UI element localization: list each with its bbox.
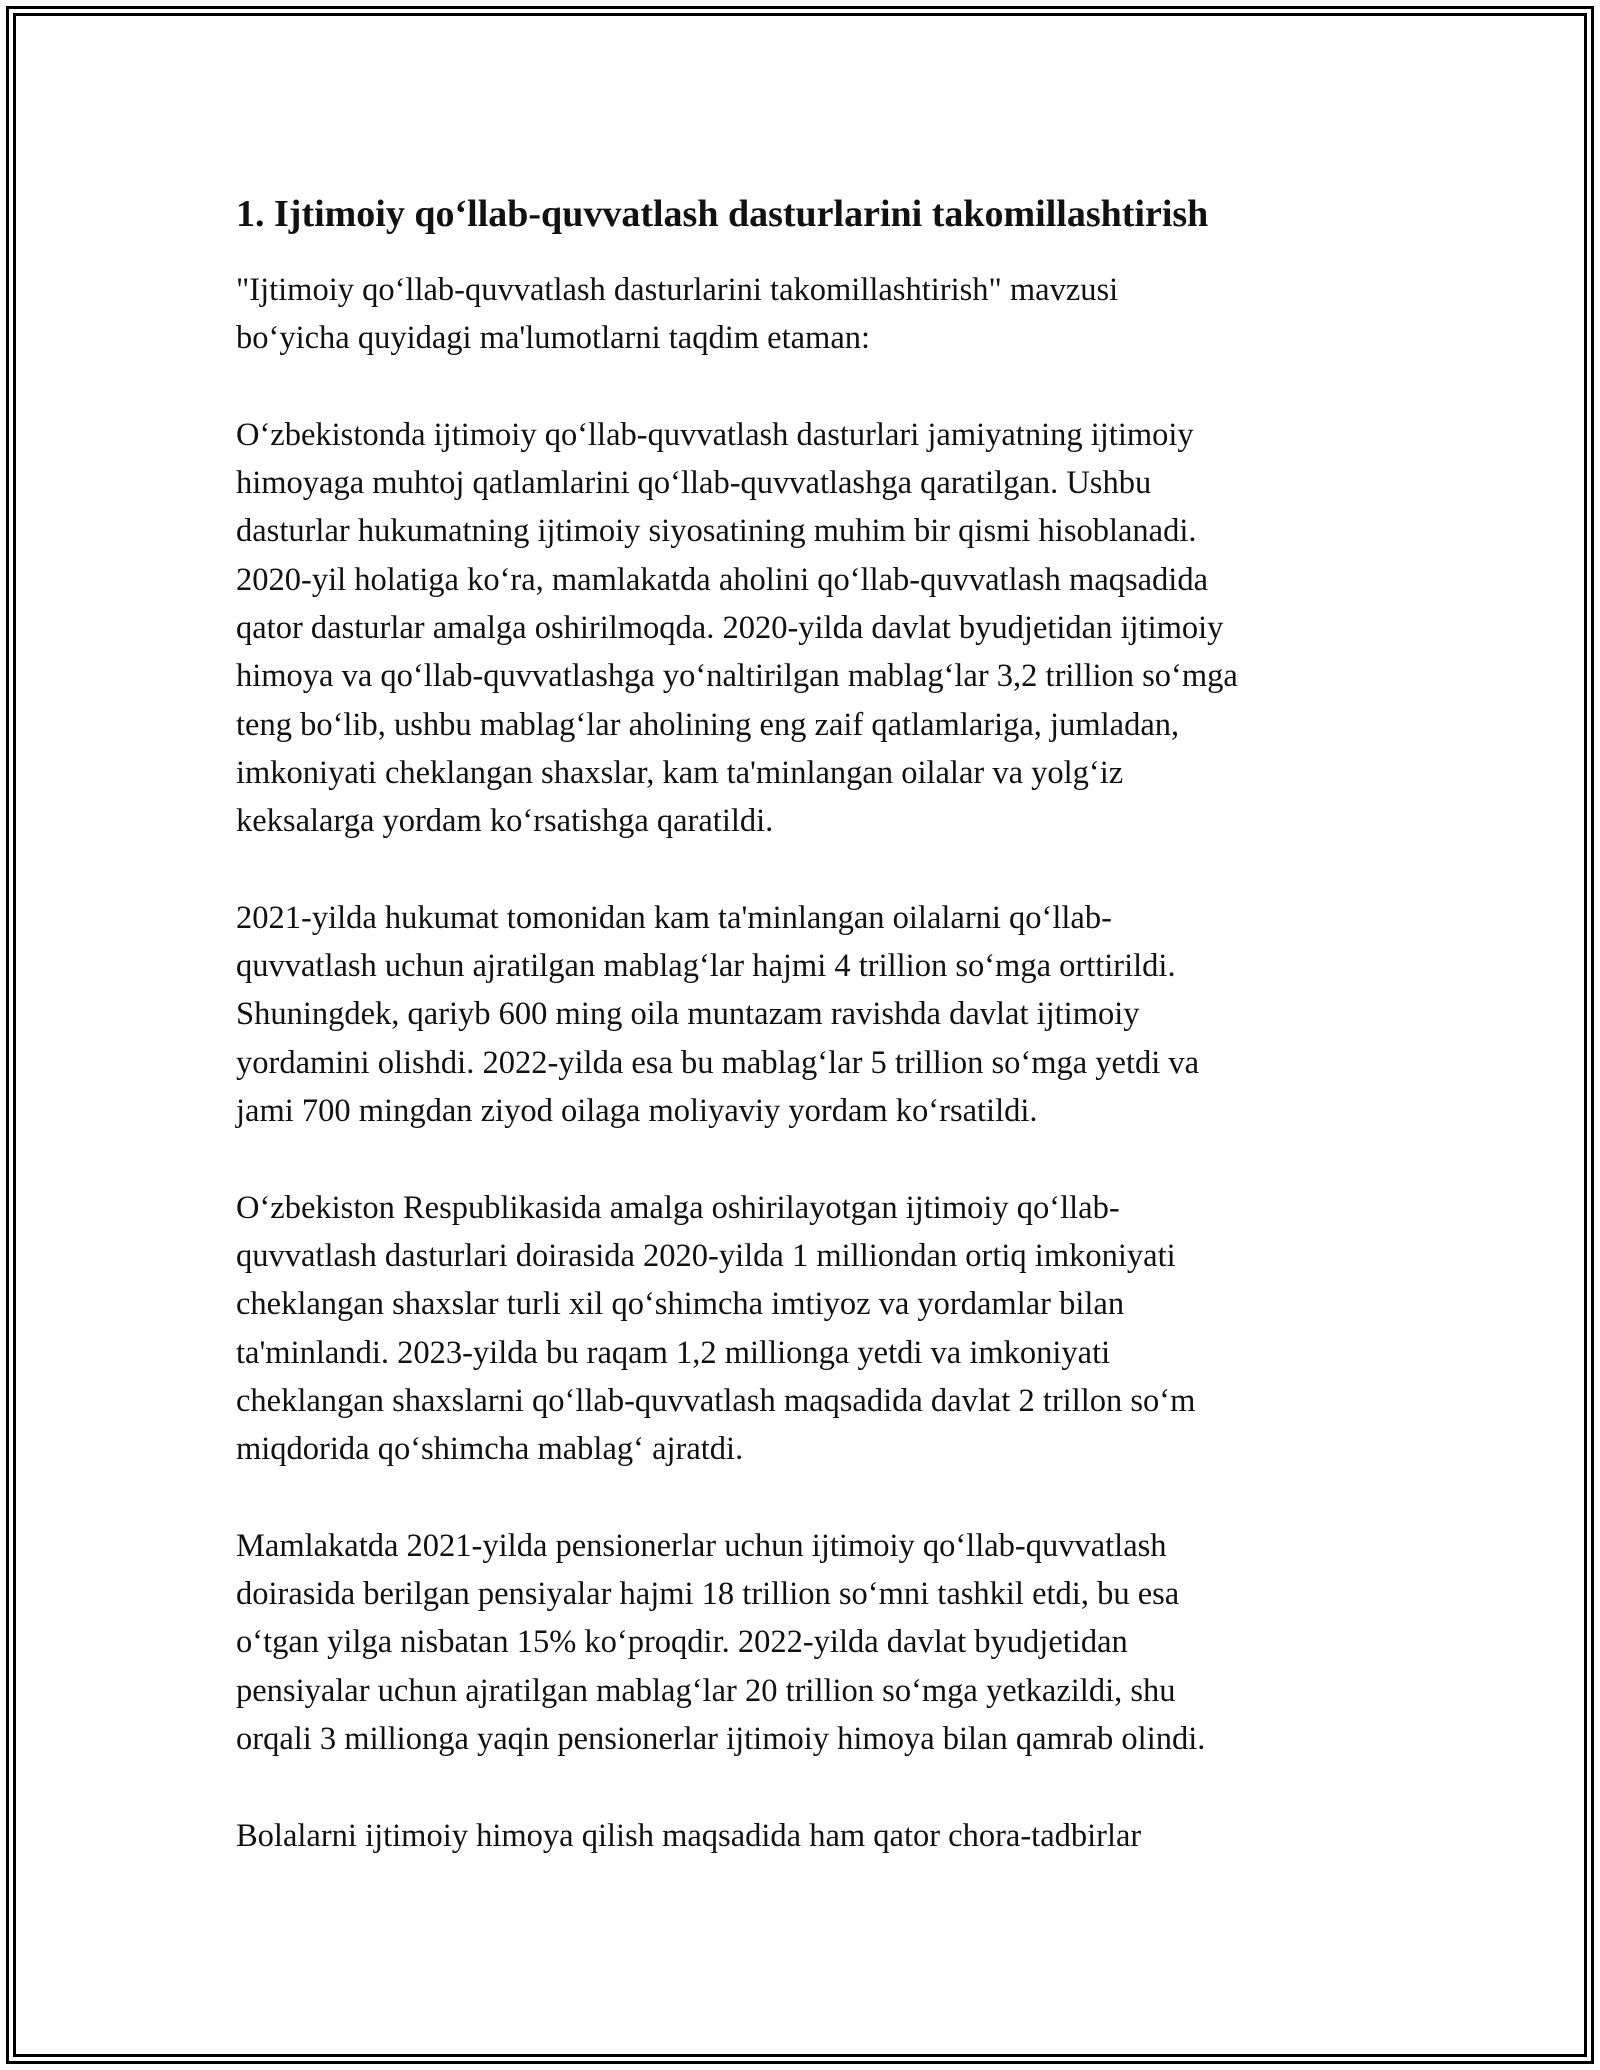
- text-line: dasturlar hukumatning ijtimoiy siyosatining muhim bir qismi hisoblanadi.: [236, 513, 1197, 550]
- text-line: jami 700 mingdan ziyod oilaga moliyaviy yordam ko‘rsatildi.: [236, 1093, 1038, 1130]
- paragraph-overview: [236, 411, 1386, 846]
- text-line: Shuningdek, qariyb 600 ming oila muntazam ravishda davlat ijtimoiy: [236, 996, 1140, 1033]
- text-line: ta'minlandi. 2023-yilda bu raqam 1,2 millionga yetdi va imkoniyati: [236, 1334, 1111, 1371]
- text-line: Mamlakatda 2021-yilda pensionerlar uchun ijtimoiy qo‘llab-quvvatlash: [236, 1527, 1167, 1564]
- text-line: orqali 3 millionga yaqin pensionerlar ijtimoiy himoya bilan qamrab olindi.: [236, 1720, 1206, 1757]
- intro-paragraph: [236, 266, 1386, 363]
- text-line: O‘zbekistonda ijtimoiy qo‘llab-quvvatlash dasturlari jamiyatning ijtimoiy: [236, 416, 1194, 453]
- text-line: bo‘yicha quyidagi ma'lumotlarni taqdim etaman:: [236, 320, 871, 357]
- paragraph-pensioners: [236, 1522, 1386, 1763]
- text-line: cheklangan shaxslar turli xil qo‘shimcha imtiyoz va yordamlar bilan: [236, 1286, 1125, 1323]
- text-line: doirasida berilgan pensiyalar hajmi 18 trillion so‘mni tashkil etdi, bu esa: [236, 1576, 1180, 1613]
- text-line: yordamini olishdi. 2022-yilda esa bu mablag‘lar 5 trillion so‘mga yetdi va: [236, 1044, 1200, 1081]
- text-line: himoya va qo‘llab-quvvatlashga yo‘naltirilgan mablag‘lar 3,2 trillion so‘mga: [236, 658, 1238, 695]
- text-line: Bolalarni ijtimoiy himoya qilish maqsadida ham qator chora-tadbirlar: [236, 1817, 1142, 1854]
- text-line: pensiyalar uchun ajratilgan mablag‘lar 20 trillion so‘mga yetkazildi, shu: [236, 1672, 1176, 1709]
- text-line: himoyaga muhtoj qatlamlarini qo‘llab-quvvatlashga qaratilgan. Ushbu: [236, 465, 1152, 502]
- text-line: imkoniyati cheklangan shaxslar, kam ta'minlangan oilalar va yolg‘iz: [236, 754, 1124, 791]
- paragraph-disabilities: [236, 1184, 1386, 1474]
- text-line: keksalarga yordam ko‘rsatishga qaratildi.: [236, 803, 774, 840]
- document-page: [236, 188, 1386, 1908]
- text-line: qator dasturlar amalga oshirilmoqda. 2020-yilda davlat byudjetidan ijtimoiy: [236, 610, 1224, 647]
- text-line: quvvatlash uchun ajratilgan mablag‘lar hajmi 4 trillion so‘mga orttirildi.: [236, 948, 1176, 985]
- text-line: quvvatlash dasturlari doirasida 2020-yilda 1 milliondan ortiq imkoniyati: [236, 1237, 1176, 1274]
- text-line: O‘zbekiston Respublikasida amalga oshirilayotgan ijtimoiy qo‘llab-: [236, 1189, 1120, 1226]
- text-line: cheklangan shaxslarni qo‘llab-quvvatlash maqsadida davlat 2 trillon so‘m: [236, 1382, 1196, 1419]
- section-heading: 1. Ijtimoiy qo‘llab-quvvatlash dasturlarini takomillashtirish: [236, 193, 1209, 235]
- text-line: miqdorida qo‘shimcha mablag‘ ajratdi.: [236, 1431, 744, 1468]
- text-line: o‘tgan yilga nisbatan 15% ko‘proqdir. 2022-yilda davlat byudjetidan: [236, 1624, 1128, 1661]
- text-line: teng bo‘lib, ushbu mablag‘lar aholining eng zaif qatlamlariga, jumladan,: [236, 706, 1180, 743]
- text-line: "Ijtimoiy qo‘llab-quvvatlash dasturlarini takomillashtirish" mavzusi: [236, 272, 1119, 308]
- paragraph-families: [236, 894, 1386, 1135]
- text-line: 2020-yil holatiga ko‘ra, mamlakatda aholini qo‘llab-quvvatlash maqsadida: [236, 561, 1209, 598]
- text-line: 2021-yilda hukumat tomonidan kam ta'minlangan oilalarni qo‘llab-: [236, 899, 1112, 936]
- paragraph-children: [236, 1812, 1386, 1860]
